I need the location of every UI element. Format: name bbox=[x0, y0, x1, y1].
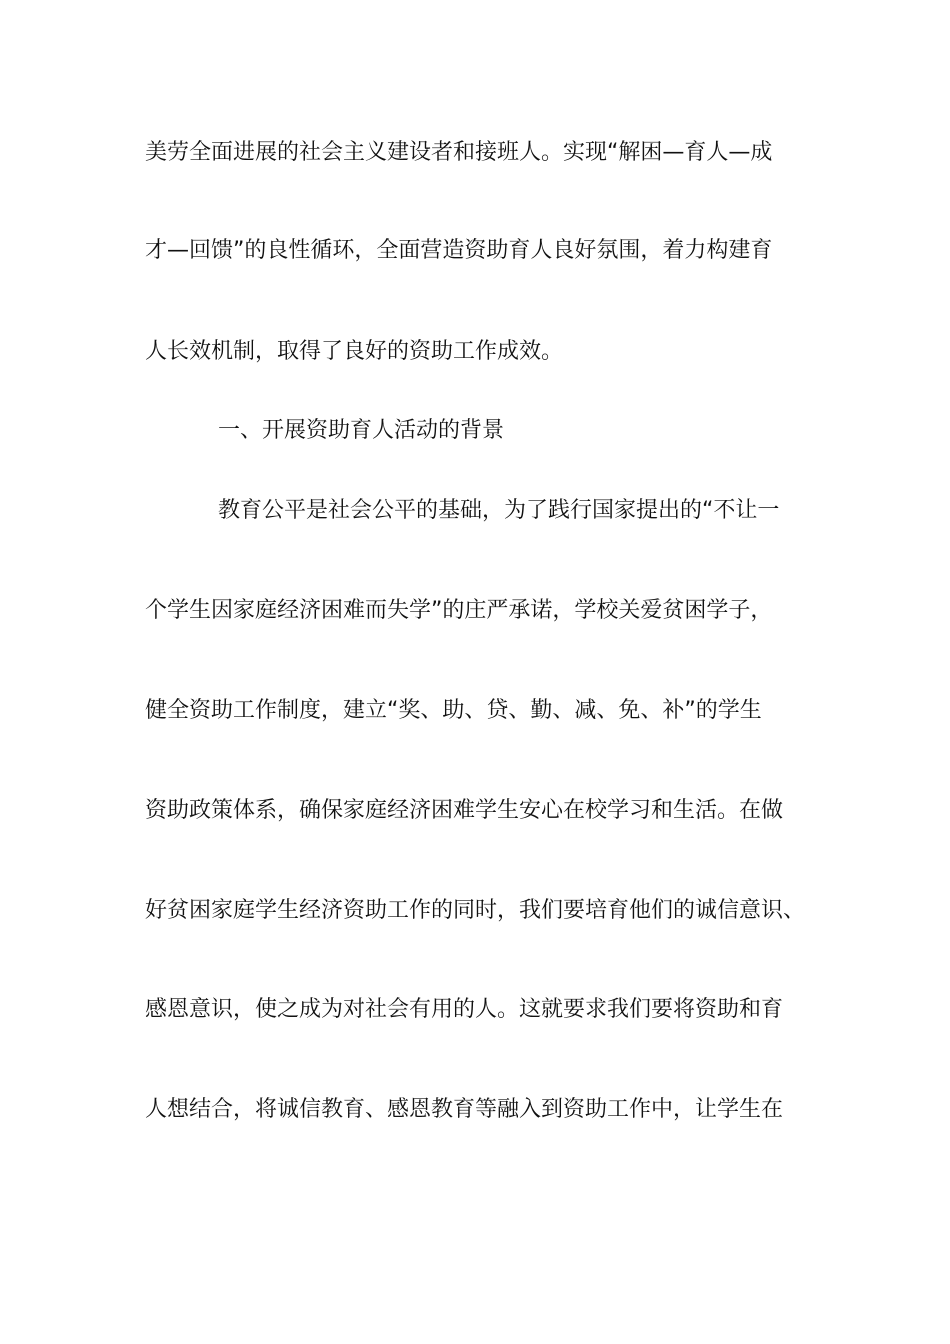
body-text-line: 健全资助工作制度，建立“奖、助、贷、勤、减、免、补”的学生 bbox=[145, 698, 762, 723]
body-text-line: 个学生因家庭经济困难而失学”的庄严承诺，学校关爱贫困学子， bbox=[145, 598, 773, 623]
body-text-line: 人想结合，将诚信教育、感恩教育等融入到资助工作中，让学生在 bbox=[145, 1097, 784, 1122]
body-text-line: 美劳全面进展的社会主义建设者和接班人。实现“解困—育人—成 bbox=[145, 140, 773, 165]
paragraph-first-line: 教育公平是社会公平的基础，为了践行国家提出的“不让一 bbox=[218, 498, 780, 523]
body-text-line: 人长效机制，取得了良好的资助工作成效。 bbox=[145, 339, 564, 364]
body-text-line: 感恩意识，使之成为对社会有用的人。这就要求我们要将资助和育 bbox=[145, 997, 784, 1022]
section-heading: 一、开展资助育人活动的背景 bbox=[218, 418, 505, 443]
body-text-line: 资助政策体系，确保家庭经济困难学生安心在校学习和生活。在做 bbox=[145, 798, 784, 823]
body-text-line: 好贫困家庭学生经济资助工作的同时，我们要培育他们的诚信意识、 bbox=[145, 898, 806, 923]
body-text-line: 才—回馈”的良性循环，全面营造资助育人良好氛围，着力构建育 bbox=[145, 238, 773, 263]
